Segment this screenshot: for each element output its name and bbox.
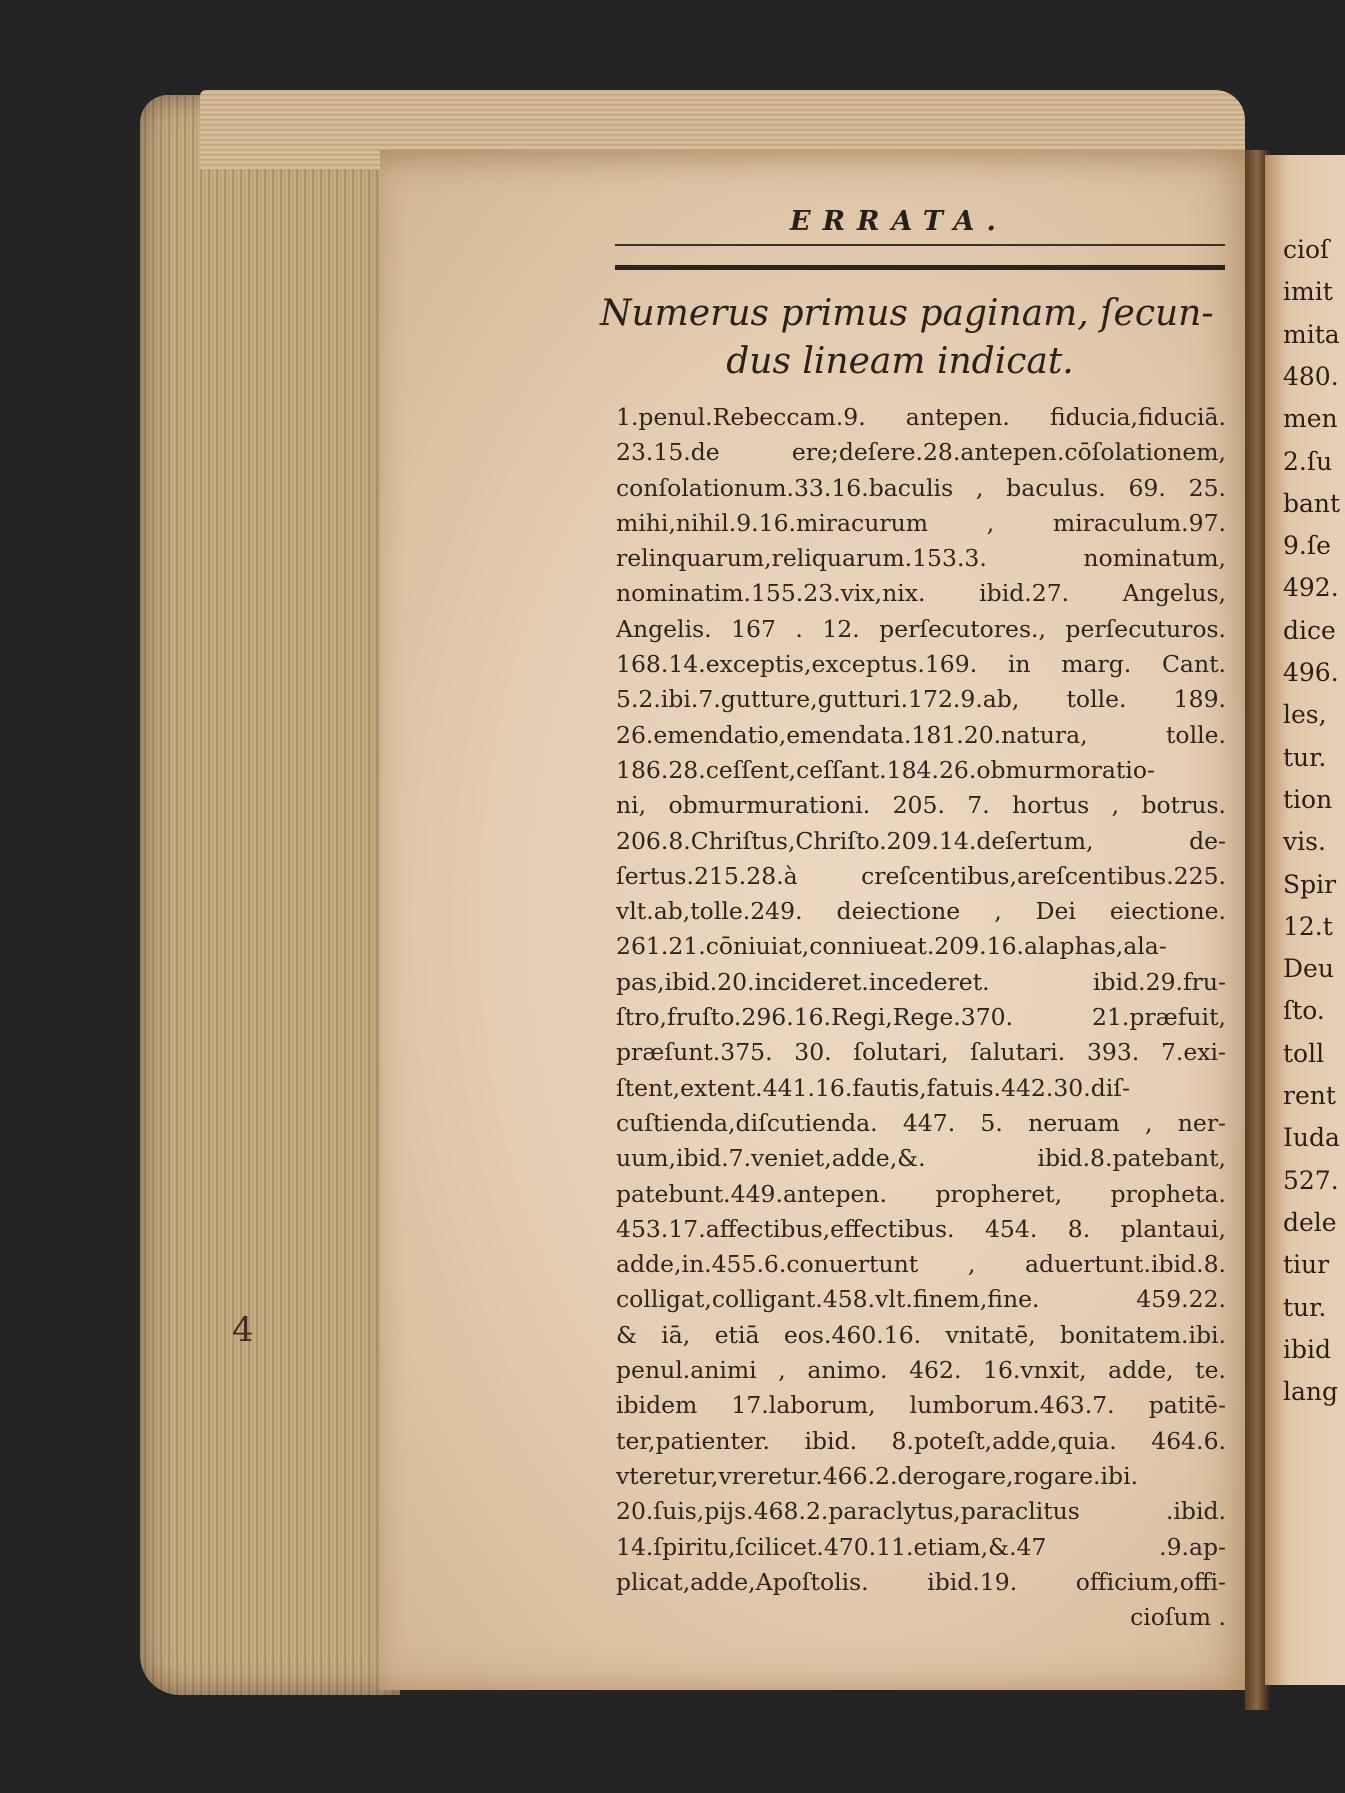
errata-line: 168.14.exceptis,exceptus.169. in marg. Cant. — [616, 650, 1226, 679]
errata-line: conſolationum.33.16.baculis , baculus. 69. 25. — [616, 473, 1226, 502]
right-page-line: bant — [1283, 488, 1341, 518]
errata-list — [616, 400, 1226, 1635]
errata-line: cioſum . — [1130, 1603, 1226, 1632]
errata-line: patebunt.449.antepen. propheret, propheta. — [616, 1179, 1226, 1208]
errata-line: nominatim.155.23.vix,nix. ibid.27. Angelus, — [616, 579, 1226, 608]
errata-line: 23.15.de ere;deſere.28.antepen.cōſolationem, — [616, 438, 1226, 467]
errata-line: ter,patienter. ibid. 8.poteſt,adde,quia. 464.6. — [616, 1426, 1226, 1455]
right-page-line: tion — [1283, 784, 1333, 814]
errata-line: ibidem 17.laborum, lumborum.463.7. patitē- — [616, 1391, 1226, 1420]
errata-line: 261.21.cōniuiat,conniueat.209.16.alaphas,ala- — [616, 932, 1167, 961]
right-page-line: ſto. — [1283, 996, 1325, 1026]
errata-line: 20.ſuis,pijs.468.2.paraclytus,paraclitus .ibid. — [616, 1497, 1226, 1526]
edge-ink-mark: 4 — [232, 1310, 254, 1350]
right-page-line: tur. — [1283, 742, 1327, 772]
right-page-line: 527. — [1283, 1165, 1339, 1195]
errata-line: ſertus.215.28.à creſcentibus,areſcentibus.225. — [616, 861, 1226, 890]
heading-line-1: Numerus primus paginam, ſecun- — [600, 293, 1214, 334]
errata-line: adde,in.455.6.conuertunt , aduertunt.ibid.8. — [616, 1250, 1226, 1279]
right-page-line: toll — [1283, 1038, 1325, 1068]
right-page-line: rent — [1283, 1081, 1336, 1110]
errata-line: præſunt.375. 30. ſolutari, ſalutari. 393. 7.exi- — [616, 1038, 1226, 1067]
right-page-line: vis. — [1283, 827, 1326, 857]
errata-line: vteretur,vreretur.466.2.derogare,rogare.ibi. — [616, 1461, 1139, 1490]
right-page-line: cioſ — [1283, 235, 1330, 264]
errata-line: 26.emendatio,emendata.181.20.natura, tolle. — [616, 720, 1226, 749]
errata-line: pas,ibid.20.incideret.incederet. ibid.29.fru- — [616, 967, 1226, 996]
errata-line: 453.17.affectibus,effectibus. 454. 8. plantaui, — [616, 1214, 1226, 1243]
right-page-line: 9.ſe — [1283, 531, 1331, 561]
right-page-line: les, — [1283, 700, 1327, 730]
errata-line: relinquarum,reliquarum.153.3. nominatum, — [616, 544, 1226, 573]
rule-thin — [615, 244, 1225, 246]
errata-line: vlt.ab,tolle.249. deiectione , Dei eiectione. — [616, 897, 1226, 926]
errata-line: penul.animi , animo. 462. 16.vnxit, adde, te. — [616, 1356, 1226, 1385]
right-page-line: 480. — [1283, 361, 1339, 391]
right-page-line: imit — [1283, 277, 1333, 307]
right-page-line: Iuda — [1283, 1123, 1340, 1153]
right-page-fragment — [1265, 155, 1345, 1685]
right-page-line: 496. — [1283, 658, 1339, 687]
running-head: ERRATA. — [790, 206, 1008, 237]
errata-line: colligat,colligant.458.vlt.finem,fine. 459.22. — [616, 1285, 1226, 1314]
errata-heading — [600, 290, 1214, 386]
errata-line: plicat,adde,Apoſtolis. ibid.19. officium,offi- — [616, 1567, 1226, 1596]
rule-thick — [615, 265, 1225, 270]
right-page-line: men — [1283, 404, 1338, 434]
errata-line: mihi,nihil.9.16.miracurum , miraculum.97. — [616, 508, 1226, 537]
right-page-line: tiur — [1283, 1250, 1330, 1280]
right-page-line: 492. — [1283, 573, 1339, 603]
right-page-line: tur. — [1283, 1292, 1327, 1322]
errata-line: 1.penul.Rebeccam.9. antepen. fiducia,fiduciā. — [616, 403, 1226, 431]
errata-line: uum,ibid.7.veniet,adde,&. ibid.8.patebant, — [616, 1144, 1226, 1173]
right-page-line: mita — [1283, 319, 1340, 349]
right-page-line: lang — [1283, 1377, 1339, 1407]
right-page-line: 12.t — [1283, 911, 1333, 941]
errata-line: & iā, etiā eos.460.16. vnitatē, bonitatem.ibi. — [616, 1320, 1226, 1349]
heading-line-2: dus lineam indicat. — [726, 341, 1074, 382]
errata-line: ni, obmurmurationi. 205. 7. hortus , botrus. — [616, 791, 1226, 820]
right-page-line: Deu — [1283, 954, 1334, 984]
right-page-line: Spir — [1283, 869, 1337, 899]
errata-line: 186.28.ceſſent,ceſſant.184.26.obmurmoratio- — [616, 755, 1155, 784]
errata-line: ſtent,extent.441.16.fautis,fatuis.442.30.diſ- — [616, 1073, 1130, 1102]
errata-line: Angelis. 167 . 12. perſecutores., perſecuturos. — [616, 614, 1226, 643]
right-page-line: dice — [1283, 615, 1336, 645]
errata-line: 5.2.ibi.7.gutture,gutturi.172.9.ab, tolle. 189. — [616, 685, 1226, 714]
right-page-line: ibid — [1283, 1334, 1331, 1364]
errata-line: cuſtienda,diſcutienda. 447. 5. neruam , ner- — [616, 1108, 1226, 1137]
errata-line: 14.ſpiritu,ſcilicet.470.11.etiam,&.47 .9.ap- — [616, 1532, 1226, 1561]
right-page-line: dele — [1283, 1207, 1337, 1237]
errata-line: ſtro,fruſto.296.16.Regi,Rege.370. 21.præfuit, — [616, 1003, 1226, 1032]
errata-line: 206.8.Chriſtus,Chriſto.209.14.deſertum, de- — [616, 826, 1226, 855]
right-page-line: 2.ſu — [1283, 446, 1333, 476]
page-edges-left — [140, 95, 400, 1695]
